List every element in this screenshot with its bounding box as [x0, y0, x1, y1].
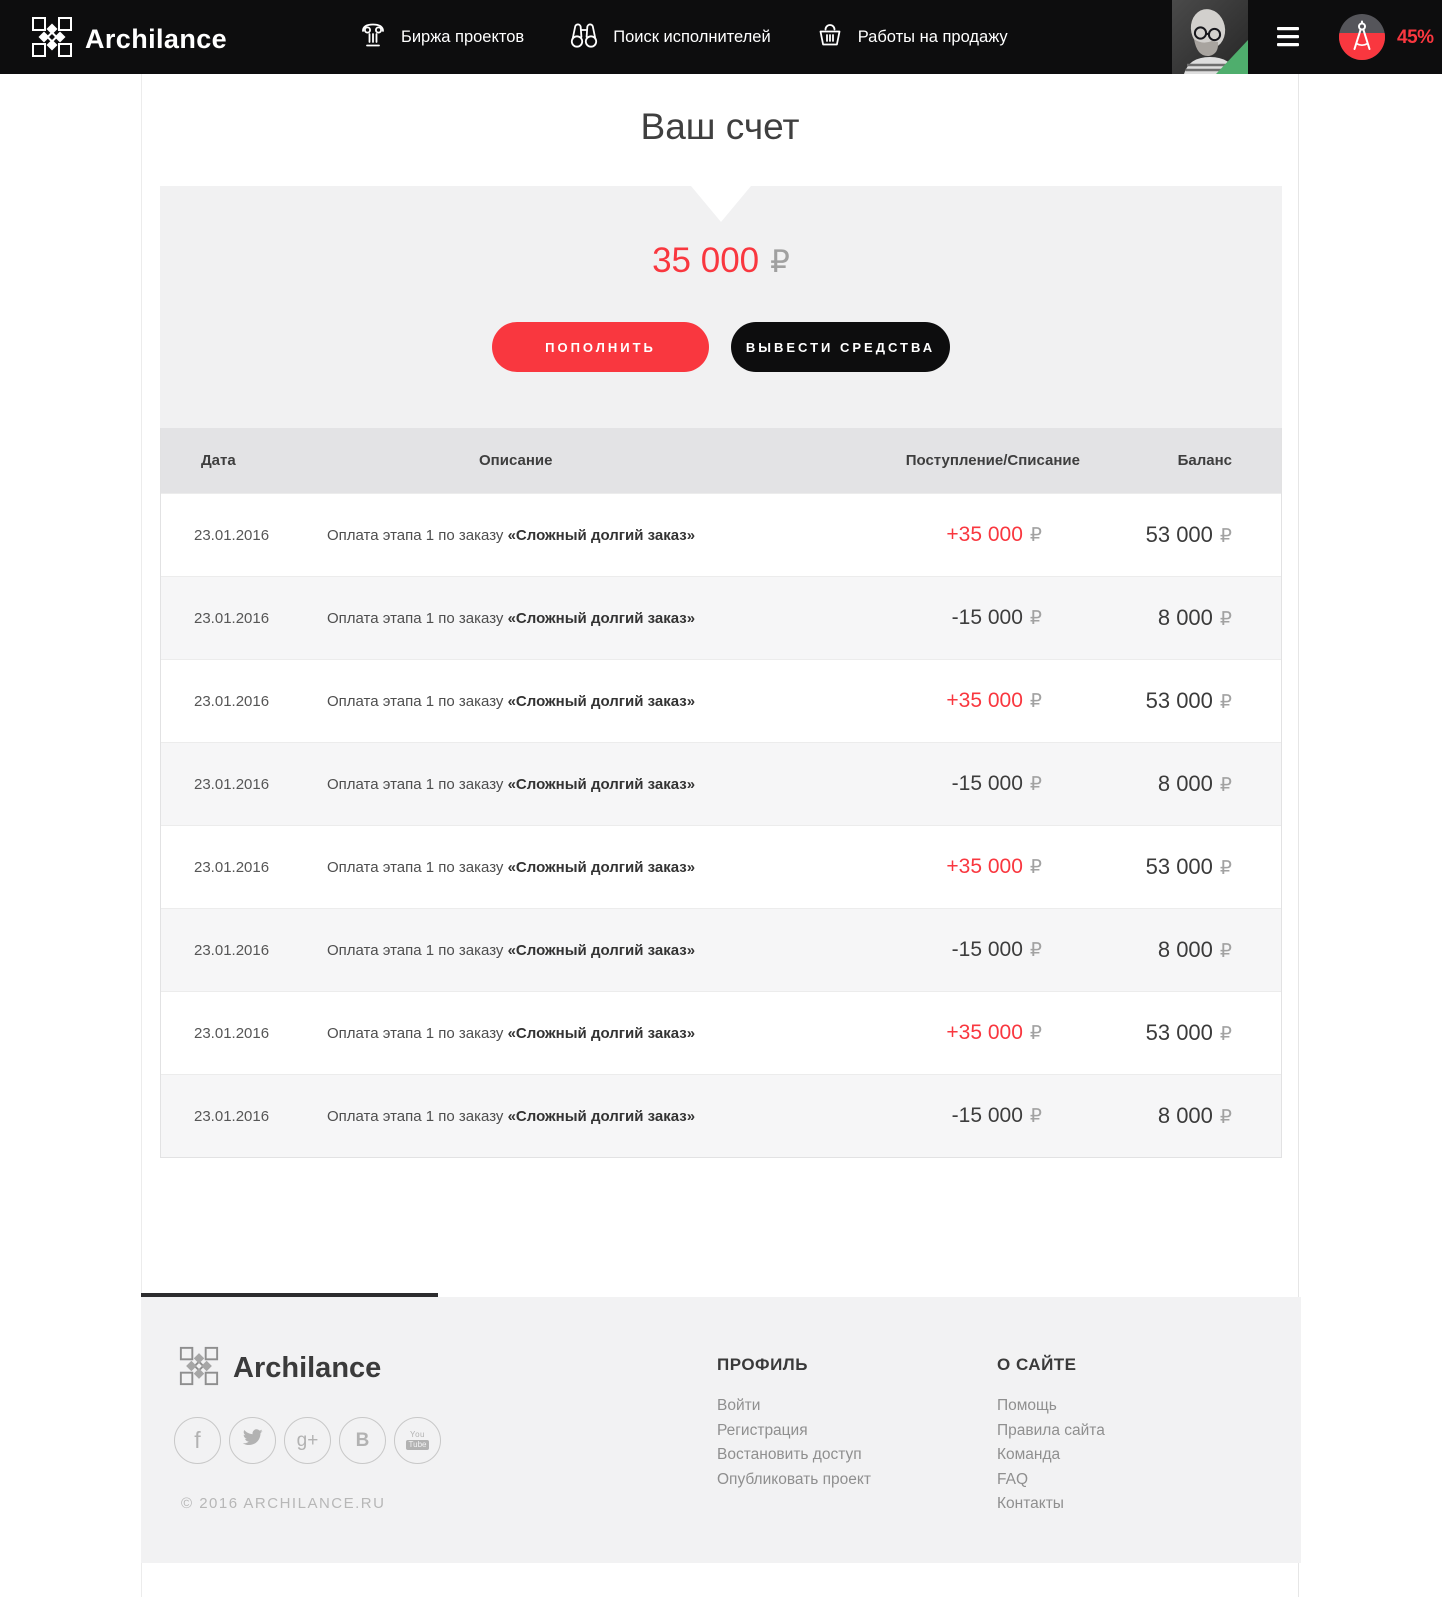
- footer-links-about: [997, 1394, 1105, 1517]
- cell-date: 23.01.2016: [194, 858, 270, 876]
- footer-column-title: ПРОФИЛЬ: [717, 1355, 808, 1374]
- cell-description: Оплата этапа 1 по заказу «Сложный долгий заказ»: [327, 858, 696, 876]
- ruble-sign: ₽: [1219, 609, 1232, 630]
- cell-date: 23.01.2016: [194, 941, 270, 959]
- page-container: [141, 74, 1299, 1597]
- footer-link[interactable]: Регистрация: [717, 1421, 808, 1439]
- balance-actions: [160, 322, 1282, 372]
- cell-balance: 8 000 ₽: [1157, 605, 1232, 630]
- table-row: [161, 908, 1281, 991]
- cell-amount: -15 000 ₽: [951, 938, 1042, 961]
- ruble-sign: ₽: [1219, 941, 1232, 962]
- facebook-icon: f: [194, 1427, 201, 1453]
- table-row: [161, 659, 1281, 742]
- cell-description: Оплата этапа 1 по заказу «Сложный долгий заказ»: [327, 692, 696, 710]
- brand-logo-link[interactable]: [30, 15, 227, 64]
- cell-balance: 53 000 ₽: [1145, 522, 1232, 547]
- google-plus-icon: g+: [296, 1429, 319, 1451]
- ruble-sign: ₽: [1219, 692, 1232, 713]
- twitter-button[interactable]: [229, 1417, 276, 1464]
- ruble-sign: ₽: [1219, 858, 1232, 879]
- table-row: [161, 1074, 1281, 1157]
- footer-link[interactable]: Войти: [717, 1397, 761, 1414]
- cell-date: 23.01.2016: [194, 1024, 270, 1042]
- cell-description: Оплата этапа 1 по заказу «Сложный долгий заказ»: [327, 775, 696, 793]
- cell-balance: 53 000 ₽: [1145, 688, 1232, 713]
- col-header-amount: Поступление/Списание: [905, 452, 1080, 469]
- menu-button[interactable]: [1277, 27, 1299, 52]
- column-icon: [358, 20, 388, 55]
- footer-brand-name: Archilance: [233, 1352, 382, 1384]
- ruble-sign: ₽: [1219, 526, 1232, 547]
- cell-amount: -15 000 ₽: [951, 606, 1042, 629]
- footer-link[interactable]: Команда: [997, 1446, 1061, 1463]
- card-notch: [691, 186, 751, 222]
- balance-amount: 35 000: [652, 241, 760, 280]
- cell-amount: +35 000 ₽: [946, 855, 1042, 878]
- footer-brand-link[interactable]: [178, 1345, 381, 1392]
- hamburger-icon: [1277, 34, 1299, 51]
- cell-date: 23.01.2016: [194, 775, 270, 793]
- table-row: [161, 742, 1281, 825]
- social-links: [174, 1417, 441, 1464]
- cell-balance: 8 000 ₽: [1157, 1103, 1232, 1128]
- page-title: Ваш счет: [640, 106, 800, 147]
- transactions-table: [160, 428, 1282, 1158]
- footer-link[interactable]: Востановить доступ: [717, 1446, 862, 1463]
- footer-column-title: О САЙТЕ: [997, 1355, 1077, 1374]
- ruble-sign: ₽: [1029, 525, 1042, 546]
- cell-date: 23.01.2016: [194, 526, 270, 544]
- table-row: [161, 991, 1281, 1074]
- col-header-balance: Баланс: [1177, 452, 1232, 469]
- user-avatar[interactable]: [1172, 0, 1248, 74]
- profile-progress-value: 45%: [1397, 27, 1434, 48]
- cell-amount: +35 000 ₽: [946, 523, 1042, 546]
- ruble-sign: ₽: [1029, 691, 1042, 712]
- table-row: [161, 576, 1281, 659]
- cell-date: 23.01.2016: [194, 609, 270, 627]
- profile-progress-badge[interactable]: [1339, 14, 1385, 60]
- cell-date: 23.01.2016: [194, 692, 270, 710]
- cell-date: 23.01.2016: [194, 1107, 270, 1125]
- nav-item-label: Биржа проектов: [401, 27, 525, 46]
- footer-link[interactable]: Контакты: [997, 1495, 1064, 1512]
- archilance-logo-icon: [30, 15, 74, 64]
- cell-description: Оплата этапа 1 по заказу «Сложный долгий заказ»: [327, 609, 696, 627]
- cell-amount: -15 000 ₽: [951, 772, 1042, 795]
- cell-balance: 53 000 ₽: [1145, 1020, 1232, 1045]
- ruble-sign: ₽: [1029, 774, 1042, 795]
- topup-button[interactable]: ПОПОЛНИТЬ: [492, 322, 709, 372]
- nav-item-label: Работы на продажу: [857, 27, 1008, 46]
- vk-icon: В: [355, 1429, 370, 1451]
- balance-card: [160, 186, 1282, 428]
- cell-amount: -15 000 ₽: [951, 1104, 1042, 1127]
- col-header-date: Дата: [201, 452, 236, 469]
- facebook-button[interactable]: [174, 1417, 221, 1464]
- google-plus-button[interactable]: [284, 1417, 331, 1464]
- table-header-row: [161, 428, 1281, 493]
- cell-amount: +35 000 ₽: [946, 689, 1042, 712]
- copyright-text: © 2016 ARCHILANCE.RU: [181, 1495, 386, 1512]
- cell-description: Оплата этапа 1 по заказу «Сложный долгий заказ»: [327, 1024, 696, 1042]
- footer-link[interactable]: FAQ: [997, 1470, 1029, 1488]
- ruble-sign: ₽: [1029, 857, 1042, 878]
- table-row: [161, 825, 1281, 908]
- footer-column-about: [997, 1355, 1105, 1517]
- ruble-sign: ₽: [1219, 1107, 1232, 1128]
- nav-item-works-for-sale[interactable]: [815, 20, 1008, 55]
- col-header-description: Описание: [479, 452, 553, 469]
- ruble-sign: ₽: [1029, 940, 1042, 961]
- footer-link[interactable]: Помощь: [997, 1397, 1057, 1414]
- transactions-body: [161, 493, 1281, 1157]
- main-nav: [358, 0, 1008, 74]
- cell-balance: 53 000 ₽: [1145, 854, 1232, 879]
- ruble-sign: ₽: [1219, 775, 1232, 796]
- ruble-sign: ₽: [1029, 1106, 1042, 1127]
- footer-link[interactable]: Опубликовать проект: [717, 1470, 871, 1488]
- withdraw-button[interactable]: ВЫВЕСТИ СРЕДСТВА: [731, 322, 950, 372]
- twitter-icon: [242, 1429, 263, 1452]
- footer-accent-line: [141, 1293, 438, 1297]
- cell-description: Оплата этапа 1 по заказу «Сложный долгий заказ»: [327, 1107, 696, 1125]
- table-row: [161, 493, 1281, 576]
- cell-amount: +35 000 ₽: [946, 1021, 1042, 1044]
- brand-name: Archilance: [85, 24, 228, 54]
- ruble-sign: ₽: [770, 244, 790, 279]
- footer-column-profile: [717, 1355, 871, 1492]
- cell-balance: 8 000 ₽: [1157, 771, 1232, 796]
- cell-balance: 8 000 ₽: [1157, 937, 1232, 962]
- footer: [141, 1297, 1301, 1563]
- cell-description: Оплата этапа 1 по заказу «Сложный долгий заказ»: [327, 941, 696, 959]
- basket-icon: [815, 20, 845, 55]
- nav-item-projects[interactable]: [358, 20, 524, 55]
- vk-button[interactable]: [339, 1417, 386, 1464]
- archilance-logo-icon: [178, 1345, 220, 1392]
- youtube-button[interactable]: [394, 1417, 441, 1464]
- top-bar: [0, 0, 1442, 74]
- footer-link[interactable]: Правила сайта: [997, 1421, 1105, 1439]
- binoculars-icon: [568, 19, 600, 56]
- nav-item-label: Поиск исполнителей: [613, 27, 771, 46]
- ruble-sign: ₽: [1219, 1024, 1232, 1045]
- youtube-icon: You Tube: [406, 1431, 430, 1450]
- balance-line: [160, 241, 1282, 281]
- ruble-sign: ₽: [1029, 1023, 1042, 1044]
- footer-links-profile: [717, 1394, 871, 1492]
- cell-description: Оплата этапа 1 по заказу «Сложный долгий заказ»: [327, 526, 696, 544]
- ruble-sign: ₽: [1029, 608, 1042, 629]
- nav-item-freelancers[interactable]: [568, 19, 771, 56]
- compass-icon: [1339, 47, 1385, 64]
